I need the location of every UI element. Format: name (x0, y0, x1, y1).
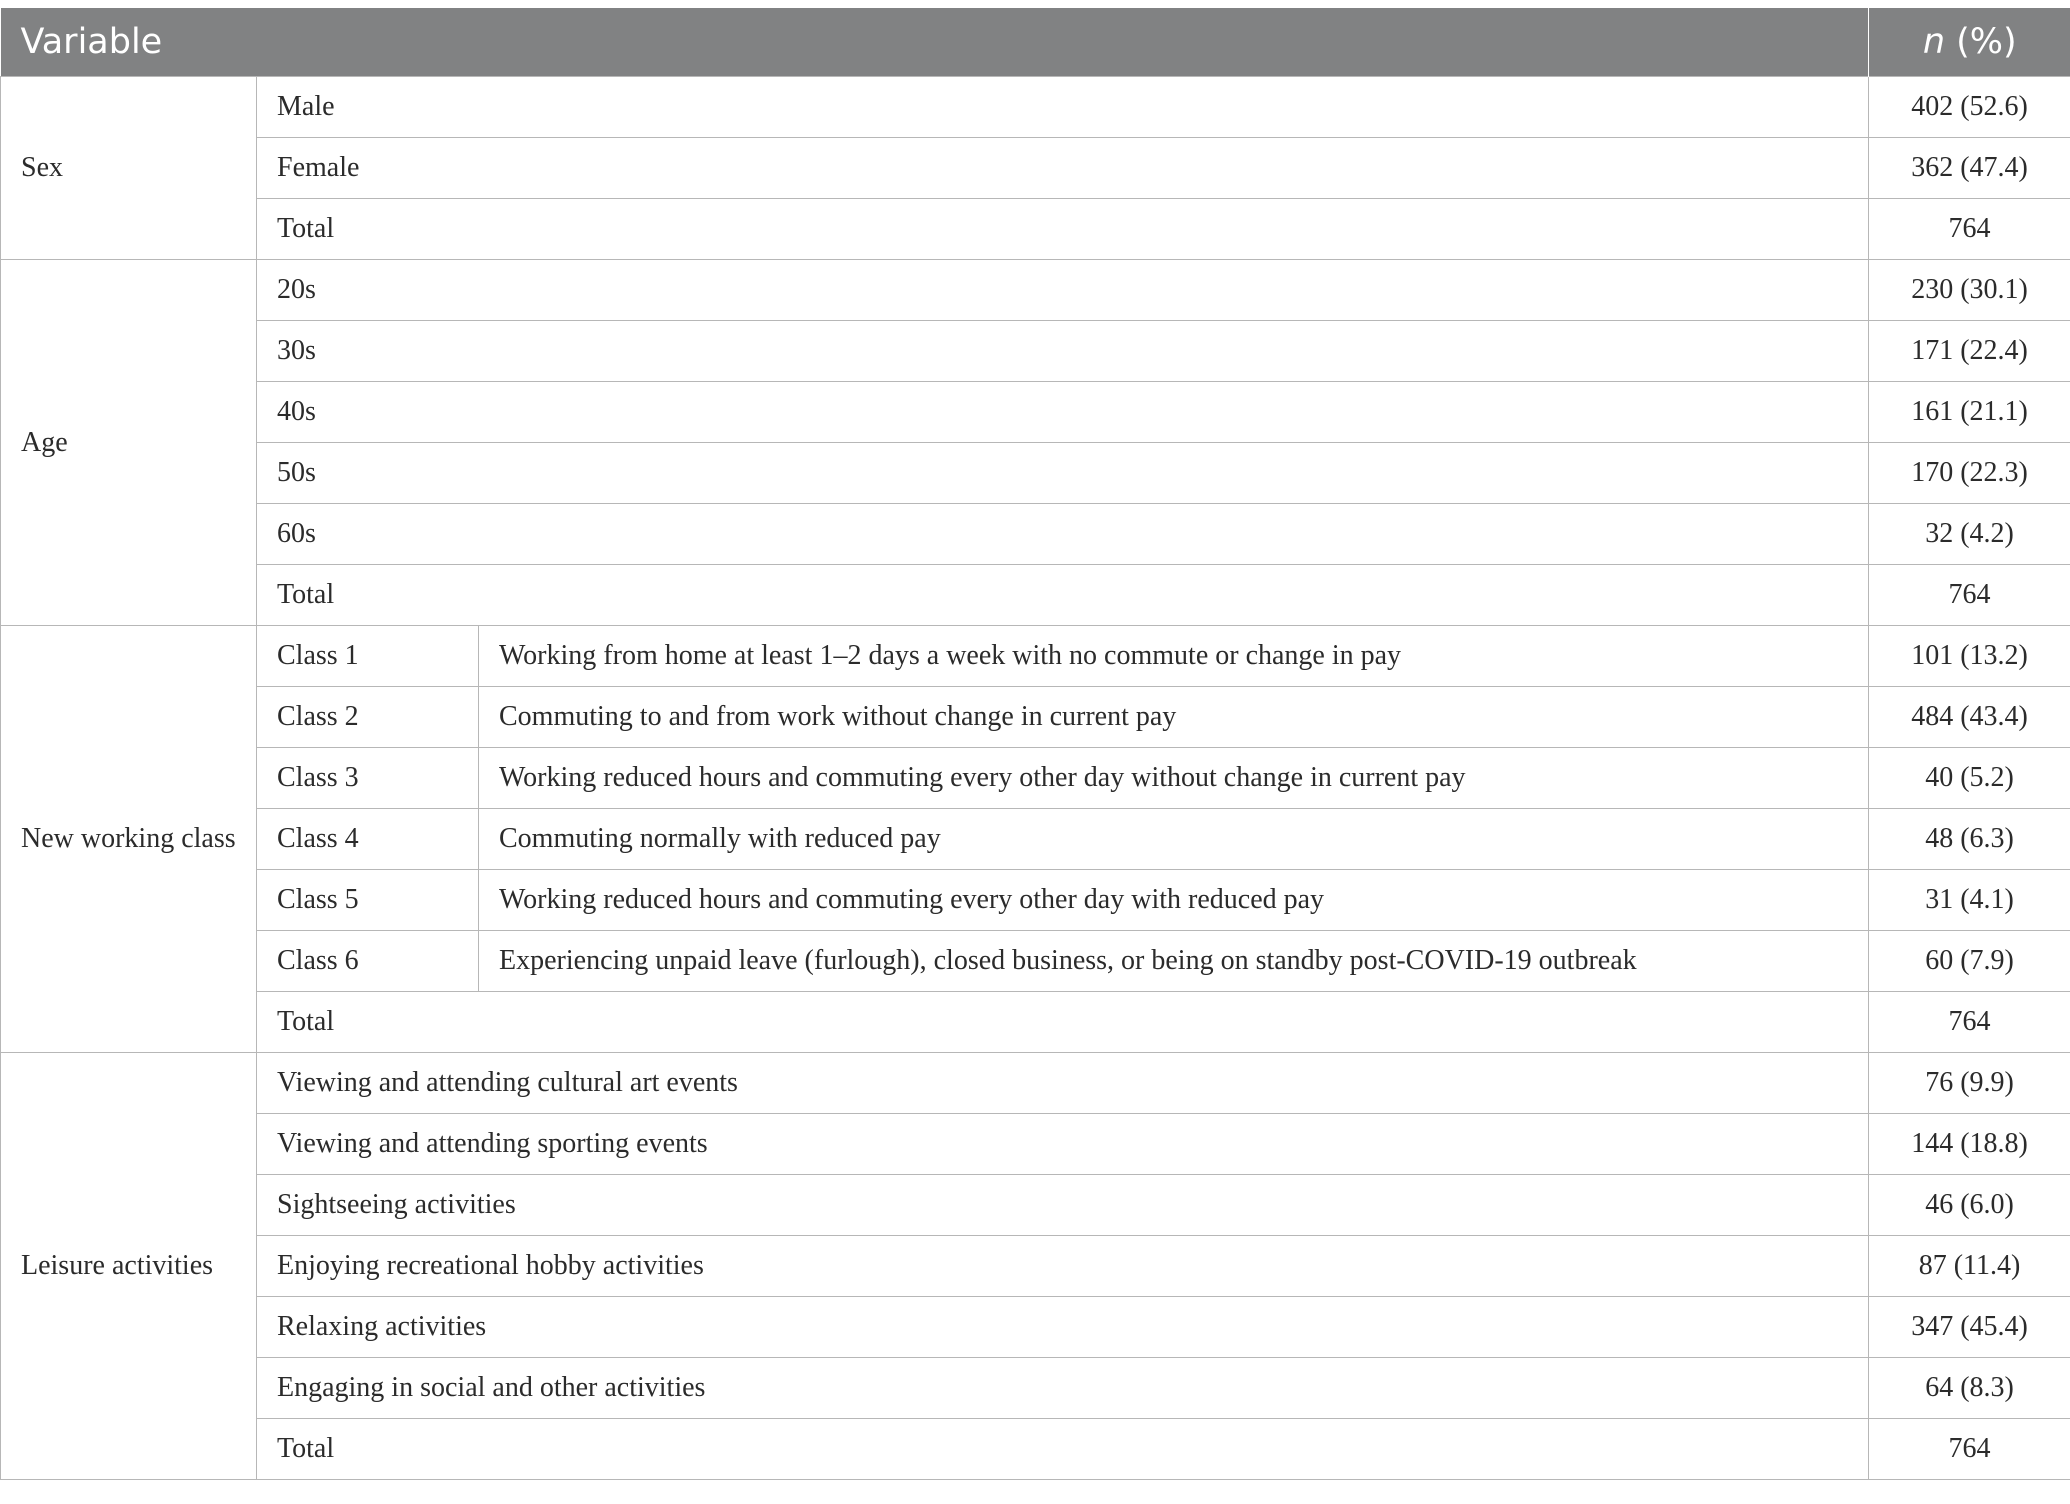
row-label: Total (257, 1419, 1869, 1480)
row-value: 144 (18.8) (1869, 1114, 2070, 1175)
row-value: 64 (8.3) (1869, 1358, 2070, 1419)
class-label: Class 1 (257, 626, 479, 687)
row-value: 764 (1869, 1419, 2070, 1480)
row-label: 20s (257, 260, 1869, 321)
group-label-sex: Sex (1, 77, 257, 260)
row-value: 170 (22.3) (1869, 443, 2070, 504)
table-container (0, 8, 2070, 1480)
table-row (1, 931, 2070, 992)
table-row (1, 1236, 2070, 1297)
header-n-symbol: n (1922, 22, 1946, 62)
table-row (1, 321, 2070, 382)
table-row (1, 1419, 2070, 1480)
table-row (1, 687, 2070, 748)
row-value: 764 (1869, 565, 2070, 626)
table-row (1, 992, 2070, 1053)
table-row (1, 1297, 2070, 1358)
row-label: Viewing and attending sporting events (257, 1114, 1869, 1175)
table-row (1, 748, 2070, 809)
row-value: 171 (22.4) (1869, 321, 2070, 382)
table-row (1, 260, 2070, 321)
table-row (1, 1358, 2070, 1419)
row-label: Female (257, 138, 1869, 199)
row-value: 764 (1869, 199, 2070, 260)
row-value: 87 (11.4) (1869, 1236, 2070, 1297)
class-description: Commuting to and from work without change in current pay (479, 687, 1869, 748)
row-label: Male (257, 77, 1869, 138)
row-value: 362 (47.4) (1869, 138, 2070, 199)
row-value: 484 (43.4) (1869, 687, 2070, 748)
row-label: 60s (257, 504, 1869, 565)
row-value: 32 (4.2) (1869, 504, 2070, 565)
table-row (1, 199, 2070, 260)
row-value: 40 (5.2) (1869, 748, 2070, 809)
header-n-percent (1869, 8, 2070, 77)
row-value: 60 (7.9) (1869, 931, 2070, 992)
table-row (1, 1053, 2070, 1114)
row-value: 48 (6.3) (1869, 809, 2070, 870)
table-row (1, 809, 2070, 870)
row-label: Engaging in social and other activities (257, 1358, 1869, 1419)
table-row (1, 504, 2070, 565)
table-row (1, 382, 2070, 443)
class-description: Working reduced hours and commuting every other day with reduced pay (479, 870, 1869, 931)
row-value: 31 (4.1) (1869, 870, 2070, 931)
group-label-leisure: Leisure activities (1, 1053, 257, 1480)
class-description: Commuting normally with reduced pay (479, 809, 1869, 870)
row-label: Relaxing activities (257, 1297, 1869, 1358)
header-row (1, 8, 2070, 77)
table-row (1, 565, 2070, 626)
header-n-rest: (%) (1945, 22, 2017, 62)
class-label: Class 4 (257, 809, 479, 870)
row-value: 76 (9.9) (1869, 1053, 2070, 1114)
row-label: 50s (257, 443, 1869, 504)
row-value: 230 (30.1) (1869, 260, 2070, 321)
class-description: Experiencing unpaid leave (furlough), closed business, or being on standby post-COVID-19 outbreak (479, 931, 1869, 992)
table-row (1, 870, 2070, 931)
header-variable: Variable (1, 8, 1869, 77)
group-label-age: Age (1, 260, 257, 626)
row-label: Viewing and attending cultural art events (257, 1053, 1869, 1114)
row-label: Enjoying recreational hobby activities (257, 1236, 1869, 1297)
demographics-table (0, 8, 2070, 1480)
class-label: Class 2 (257, 687, 479, 748)
row-value: 764 (1869, 992, 2070, 1053)
class-label: Class 5 (257, 870, 479, 931)
row-label: Total (257, 199, 1869, 260)
table-row (1, 1114, 2070, 1175)
class-label: Class 3 (257, 748, 479, 809)
class-description: Working reduced hours and commuting every other day without change in current pay (479, 748, 1869, 809)
row-value: 101 (13.2) (1869, 626, 2070, 687)
row-label: Sightseeing activities (257, 1175, 1869, 1236)
row-value: 161 (21.1) (1869, 382, 2070, 443)
table-row (1, 626, 2070, 687)
row-value: 46 (6.0) (1869, 1175, 2070, 1236)
row-label: 40s (257, 382, 1869, 443)
group-label-working-class: New working class (1, 626, 257, 1053)
table-row (1, 77, 2070, 138)
row-label: 30s (257, 321, 1869, 382)
table-row (1, 1175, 2070, 1236)
row-label: Total (257, 565, 1869, 626)
class-description: Working from home at least 1–2 days a week with no commute or change in pay (479, 626, 1869, 687)
row-value: 402 (52.6) (1869, 77, 2070, 138)
class-label: Class 6 (257, 931, 479, 992)
table-row (1, 443, 2070, 504)
row-label: Total (257, 992, 1869, 1053)
table-row (1, 138, 2070, 199)
row-value: 347 (45.4) (1869, 1297, 2070, 1358)
